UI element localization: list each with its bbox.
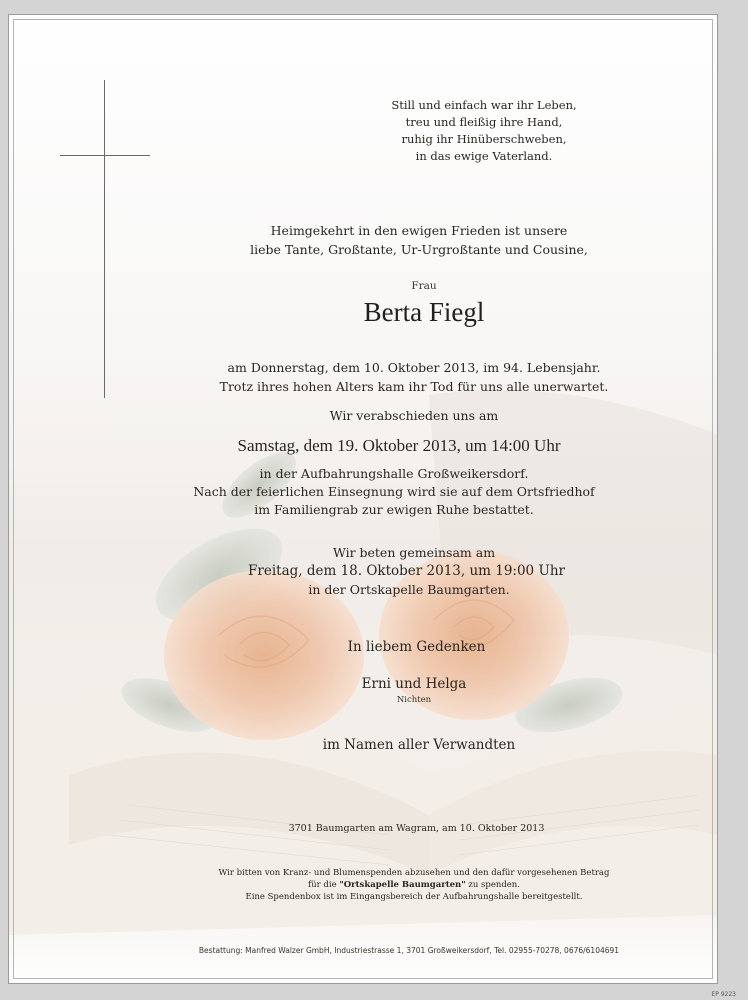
farewell-place-line: im Familiengrab zur ewigen Ruhe bestattet. xyxy=(254,502,534,517)
death-line: am Donnerstag, dem 10. Oktober 2013, im 94. Lebensjahr. xyxy=(227,360,601,375)
poem-line: ruhig ihr Hinüberschweben, xyxy=(401,132,567,146)
intro-line: Heimgekehrt in den ewigen Frieden ist unsere xyxy=(270,223,568,238)
obituary-content xyxy=(9,15,718,984)
poem-line: Still und einfach war ihr Leben, xyxy=(391,98,577,112)
announcement-intro xyxy=(9,221,718,259)
farewell-place-line: Nach der feierlichen Einsegnung wird sie auf dem Ortsfriedhof xyxy=(193,484,595,499)
donation-line: Wir bitten von Kranz- und Blumenspenden abzusehen und den dafür vorgesehenen Betrag xyxy=(218,868,610,878)
prayer-date: Freitag, dem 18. Oktober 2013, um 19:00 Uhr xyxy=(248,563,565,579)
memory-phrase: In liebem Gedenken xyxy=(347,639,486,655)
cross-icon-horizontal xyxy=(60,155,150,156)
donation-line xyxy=(109,879,718,891)
undertaker-info: Bestattung: Manfred Walzer GmbH, Industriestrasse 1, 3701 Großweikersdorf, Tel. 02955-70278, 0676/6104691 xyxy=(198,946,620,955)
intro-line: liebe Tante, Großtante, Ur-Urgroßtante und Cousine, xyxy=(250,242,588,257)
farewell-place-line: in der Aufbahrungshalle Großweikersdorf. xyxy=(259,466,529,481)
deceased-name: Berta Fiegl xyxy=(363,297,485,327)
death-line: Trotz ihres hohen Alters kam ihr Tod für uns alle unerwartet. xyxy=(219,379,609,394)
salutation: Frau xyxy=(411,280,437,292)
farewell-place xyxy=(9,465,718,519)
prayer-intro: Wir beten gemeinsam am xyxy=(332,545,496,560)
place-date: 3701 Baumgarten am Wagram, am 10. Oktober 2013 xyxy=(288,823,545,834)
donation-prefix: für die xyxy=(308,880,340,890)
prayer-place: in der Ortskapelle Baumgarten. xyxy=(308,582,510,597)
donation-request xyxy=(9,867,718,903)
poem xyxy=(314,97,654,165)
farewell-intro: Wir verabschieden uns am xyxy=(329,408,499,423)
relatives-line: im Namen aller Verwandten xyxy=(322,737,516,753)
corner-code: EP 9223 xyxy=(711,991,736,998)
poem-line: in das ewige Vaterland. xyxy=(415,149,553,163)
mourner-relation: Nichten xyxy=(396,695,432,705)
poem-line: treu und fleißig ihre Hand, xyxy=(405,115,563,129)
death-details xyxy=(9,358,718,396)
mourner-names: Erni und Helga xyxy=(361,676,467,692)
donation-suffix: zu spenden. xyxy=(465,880,520,890)
obituary-card xyxy=(8,14,718,984)
donation-line: Eine Spendenbox ist im Eingangsbereich der Aufbahrungshalle bereitgestellt. xyxy=(245,892,583,902)
donation-recipient: "Ortskapelle Baumgarten" xyxy=(339,880,466,890)
farewell-date: Samstag, dem 19. Oktober 2013, um 14:00 Uhr xyxy=(237,436,561,455)
